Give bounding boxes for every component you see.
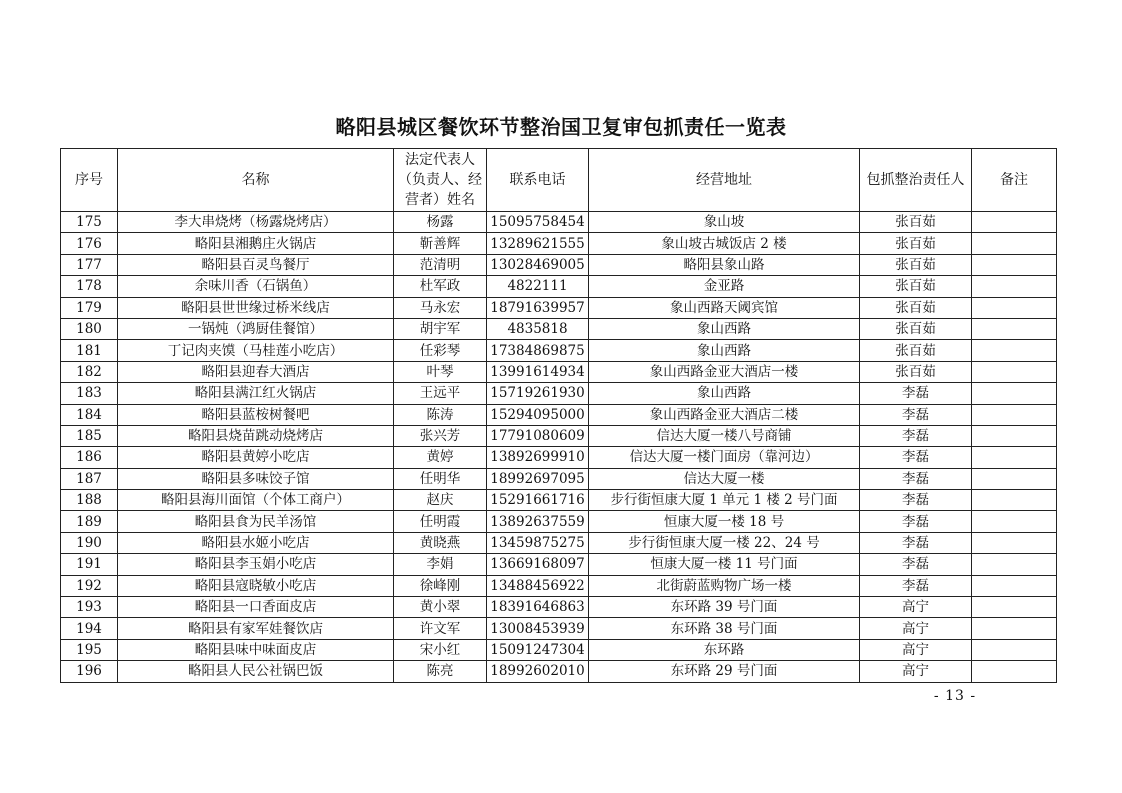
cell-address: 象山西路金亚大酒店一楼 xyxy=(589,361,860,382)
cell-phone: 15095758454 xyxy=(487,212,589,233)
cell-address: 信达大厦一楼八号商铺 xyxy=(589,425,860,446)
cell-representative: 李娟 xyxy=(394,554,487,575)
cell-name: 余味川香（石锅鱼） xyxy=(118,276,394,297)
cell-name: 略阳县李玉娟小吃店 xyxy=(118,554,394,575)
cell-name: 略阳县一口香面皮店 xyxy=(118,597,394,618)
cell-representative: 任彩琴 xyxy=(394,340,487,361)
cell-seq: 184 xyxy=(61,404,118,425)
cell-address: 恒康大厦一楼 11 号门面 xyxy=(589,554,860,575)
cell-address: 东环路 xyxy=(589,639,860,660)
cell-remarks xyxy=(972,254,1057,275)
cell-name: 李大串烧烤（杨露烧烤店） xyxy=(118,212,394,233)
cell-representative: 杨露 xyxy=(394,212,487,233)
cell-seq: 186 xyxy=(61,447,118,468)
cell-name: 略阳县海川面馆（个体工商户） xyxy=(118,490,394,511)
cell-representative: 叶琴 xyxy=(394,361,487,382)
cell-remarks xyxy=(972,554,1057,575)
cell-address: 东环路 29 号门面 xyxy=(589,661,860,682)
cell-remarks xyxy=(972,468,1057,489)
cell-responsible-person: 高宁 xyxy=(860,618,972,639)
cell-responsible-person: 李磊 xyxy=(860,404,972,425)
cell-responsible-person: 李磊 xyxy=(860,575,972,596)
cell-phone: 13892699910 xyxy=(487,447,589,468)
cell-seq: 191 xyxy=(61,554,118,575)
responsibility-table xyxy=(60,148,1057,683)
cell-seq: 195 xyxy=(61,639,118,660)
cell-responsible-person: 张百茹 xyxy=(860,254,972,275)
table-row xyxy=(61,383,1057,404)
cell-responsible-person: 李磊 xyxy=(860,447,972,468)
cell-address: 金亚路 xyxy=(589,276,860,297)
cell-address: 恒康大厦一楼 18 号 xyxy=(589,511,860,532)
table-header-row xyxy=(61,149,1057,212)
cell-name: 略阳县人民公社锅巴饭 xyxy=(118,661,394,682)
cell-phone: 13991614934 xyxy=(487,361,589,382)
cell-name: 略阳县满江红火锅店 xyxy=(118,383,394,404)
cell-phone: 13669168097 xyxy=(487,554,589,575)
table-row xyxy=(61,618,1057,639)
cell-responsible-person: 高宁 xyxy=(860,639,972,660)
cell-representative: 黄婷 xyxy=(394,447,487,468)
cell-representative: 陈涛 xyxy=(394,404,487,425)
cell-phone: 15291661716 xyxy=(487,490,589,511)
cell-representative: 黄晓燕 xyxy=(394,532,487,553)
cell-responsible-person: 张百茹 xyxy=(860,361,972,382)
cell-seq: 187 xyxy=(61,468,118,489)
cell-remarks xyxy=(972,511,1057,532)
table-row xyxy=(61,639,1057,660)
cell-address: 信达大厦一楼 xyxy=(589,468,860,489)
cell-address: 象山西路 xyxy=(589,318,860,339)
cell-representative: 赵庆 xyxy=(394,490,487,511)
cell-phone: 15091247304 xyxy=(487,639,589,660)
cell-name: 略阳县水姬小吃店 xyxy=(118,532,394,553)
cell-representative: 范清明 xyxy=(394,254,487,275)
cell-phone: 17384869875 xyxy=(487,340,589,361)
cell-remarks xyxy=(972,490,1057,511)
cell-name: 略阳县多味饺子馆 xyxy=(118,468,394,489)
cell-address: 信达大厦一楼门面房（靠河边） xyxy=(589,447,860,468)
cell-representative: 任明霞 xyxy=(394,511,487,532)
cell-responsible-person: 张百茹 xyxy=(860,318,972,339)
cell-remarks xyxy=(972,361,1057,382)
cell-responsible-person: 李磊 xyxy=(860,511,972,532)
header-responsible-person: 包抓整治责任人 xyxy=(860,149,972,212)
header-remarks: 备注 xyxy=(972,149,1057,212)
cell-seq: 181 xyxy=(61,340,118,361)
cell-remarks xyxy=(972,383,1057,404)
cell-phone: 13892637559 xyxy=(487,511,589,532)
cell-responsible-person: 高宁 xyxy=(860,597,972,618)
cell-representative: 宋小红 xyxy=(394,639,487,660)
cell-name: 略阳县食为民羊汤馆 xyxy=(118,511,394,532)
cell-seq: 196 xyxy=(61,661,118,682)
cell-representative: 徐峰刚 xyxy=(394,575,487,596)
cell-seq: 194 xyxy=(61,618,118,639)
cell-remarks xyxy=(972,340,1057,361)
cell-name: 略阳县蓝桉树餐吧 xyxy=(118,404,394,425)
cell-phone: 18992697095 xyxy=(487,468,589,489)
cell-remarks xyxy=(972,532,1057,553)
cell-name: 略阳县味中味面皮店 xyxy=(118,639,394,660)
cell-responsible-person: 李磊 xyxy=(860,383,972,404)
cell-address: 象山坡 xyxy=(589,212,860,233)
cell-phone: 18391646863 xyxy=(487,597,589,618)
cell-phone: 13289621555 xyxy=(487,233,589,254)
cell-remarks xyxy=(972,212,1057,233)
table-row xyxy=(61,511,1057,532)
cell-remarks xyxy=(972,618,1057,639)
cell-phone: 4835818 xyxy=(487,318,589,339)
cell-responsible-person: 张百茹 xyxy=(860,212,972,233)
cell-address: 东环路 38 号门面 xyxy=(589,618,860,639)
cell-representative: 黄小翠 xyxy=(394,597,487,618)
cell-name: 丁记肉夹馍（马桂莲小吃店） xyxy=(118,340,394,361)
cell-representative: 陈亮 xyxy=(394,661,487,682)
table-row xyxy=(61,575,1057,596)
table-body xyxy=(61,212,1057,683)
cell-name: 略阳县迎春大酒店 xyxy=(118,361,394,382)
cell-name: 略阳县烧苗跳动烧烤店 xyxy=(118,425,394,446)
cell-address: 象山西路天阈宾馆 xyxy=(589,297,860,318)
header-name: 名称 xyxy=(118,149,394,212)
cell-phone: 18791639957 xyxy=(487,297,589,318)
cell-representative: 杜军政 xyxy=(394,276,487,297)
cell-seq: 193 xyxy=(61,597,118,618)
cell-address: 象山西路 xyxy=(589,340,860,361)
cell-remarks xyxy=(972,597,1057,618)
cell-seq: 180 xyxy=(61,318,118,339)
header-phone: 联系电话 xyxy=(487,149,589,212)
cell-responsible-person: 李磊 xyxy=(860,468,972,489)
page-title: 略阳县城区餐饮环节整治国卫复审包抓责任一览表 xyxy=(335,115,787,139)
table-row xyxy=(61,212,1057,233)
cell-representative: 王远平 xyxy=(394,383,487,404)
header-address: 经营地址 xyxy=(589,149,860,212)
cell-address: 象山西路 xyxy=(589,383,860,404)
table-row xyxy=(61,276,1057,297)
cell-address: 步行街恒康大厦一楼 22、24 号 xyxy=(589,532,860,553)
cell-remarks xyxy=(972,276,1057,297)
table-row xyxy=(61,554,1057,575)
cell-responsible-person: 李磊 xyxy=(860,490,972,511)
table-row xyxy=(61,597,1057,618)
table-row xyxy=(61,661,1057,682)
cell-address: 东环路 39 号门面 xyxy=(589,597,860,618)
cell-remarks xyxy=(972,661,1057,682)
header-representative: 法定代表人（负责人、经营者）姓名 xyxy=(394,149,487,212)
table-row xyxy=(61,490,1057,511)
cell-responsible-person: 李磊 xyxy=(860,532,972,553)
cell-responsible-person: 张百茹 xyxy=(860,340,972,361)
cell-phone: 15294095000 xyxy=(487,404,589,425)
cell-address: 北街蔚蓝购物广场一楼 xyxy=(589,575,860,596)
cell-address: 象山坡古城饭店 2 楼 xyxy=(589,233,860,254)
table-row xyxy=(61,254,1057,275)
cell-seq: 190 xyxy=(61,532,118,553)
cell-address: 步行街恒康大厦 1 单元 1 楼 2 号门面 xyxy=(589,490,860,511)
cell-phone: 4822111 xyxy=(487,276,589,297)
cell-remarks xyxy=(972,404,1057,425)
cell-seq: 188 xyxy=(61,490,118,511)
cell-phone: 13459875275 xyxy=(487,532,589,553)
cell-address: 象山西路金亚大酒店二楼 xyxy=(589,404,860,425)
table-row xyxy=(61,297,1057,318)
cell-seq: 176 xyxy=(61,233,118,254)
cell-name: 略阳县湘鹅庄火锅店 xyxy=(118,233,394,254)
cell-seq: 178 xyxy=(61,276,118,297)
cell-seq: 189 xyxy=(61,511,118,532)
cell-representative: 胡宇军 xyxy=(394,318,487,339)
cell-seq: 175 xyxy=(61,212,118,233)
cell-phone: 13008453939 xyxy=(487,618,589,639)
cell-phone: 17791080609 xyxy=(487,425,589,446)
cell-responsible-person: 李磊 xyxy=(860,425,972,446)
table-row xyxy=(61,318,1057,339)
cell-seq: 177 xyxy=(61,254,118,275)
cell-responsible-person: 张百茹 xyxy=(860,233,972,254)
cell-representative: 张兴芳 xyxy=(394,425,487,446)
header-seq: 序号 xyxy=(61,149,118,212)
cell-remarks xyxy=(972,447,1057,468)
cell-remarks xyxy=(972,425,1057,446)
cell-representative: 任明华 xyxy=(394,468,487,489)
cell-seq: 182 xyxy=(61,361,118,382)
cell-remarks xyxy=(972,233,1057,254)
cell-seq: 185 xyxy=(61,425,118,446)
page-number: - 13 - xyxy=(933,688,977,704)
cell-seq: 183 xyxy=(61,383,118,404)
table-row xyxy=(61,233,1057,254)
cell-name: 略阳县有家军娃餐饮店 xyxy=(118,618,394,639)
cell-remarks xyxy=(972,318,1057,339)
cell-name: 略阳县寇晓敏小吃店 xyxy=(118,575,394,596)
cell-representative: 靳善辉 xyxy=(394,233,487,254)
cell-representative: 许文军 xyxy=(394,618,487,639)
cell-name: 略阳县世世缘过桥米线店 xyxy=(118,297,394,318)
cell-phone: 13488456922 xyxy=(487,575,589,596)
table-row xyxy=(61,340,1057,361)
cell-remarks xyxy=(972,639,1057,660)
cell-responsible-person: 张百茹 xyxy=(860,297,972,318)
cell-responsible-person: 李磊 xyxy=(860,554,972,575)
cell-name: 略阳县百灵鸟餐厅 xyxy=(118,254,394,275)
table-row xyxy=(61,532,1057,553)
cell-address: 略阳县象山路 xyxy=(589,254,860,275)
cell-phone: 18992602010 xyxy=(487,661,589,682)
cell-responsible-person: 张百茹 xyxy=(860,276,972,297)
table-row xyxy=(61,447,1057,468)
cell-responsible-person: 高宁 xyxy=(860,661,972,682)
cell-seq: 192 xyxy=(61,575,118,596)
table-row xyxy=(61,425,1057,446)
cell-remarks xyxy=(972,297,1057,318)
cell-representative: 马永宏 xyxy=(394,297,487,318)
table-row xyxy=(61,468,1057,489)
cell-seq: 179 xyxy=(61,297,118,318)
cell-remarks xyxy=(972,575,1057,596)
cell-phone: 15719261930 xyxy=(487,383,589,404)
cell-name: 略阳县黄婷小吃店 xyxy=(118,447,394,468)
table-row xyxy=(61,361,1057,382)
cell-name: 一锅炖（鸿厨佳餐馆） xyxy=(118,318,394,339)
table-row xyxy=(61,404,1057,425)
cell-phone: 13028469005 xyxy=(487,254,589,275)
